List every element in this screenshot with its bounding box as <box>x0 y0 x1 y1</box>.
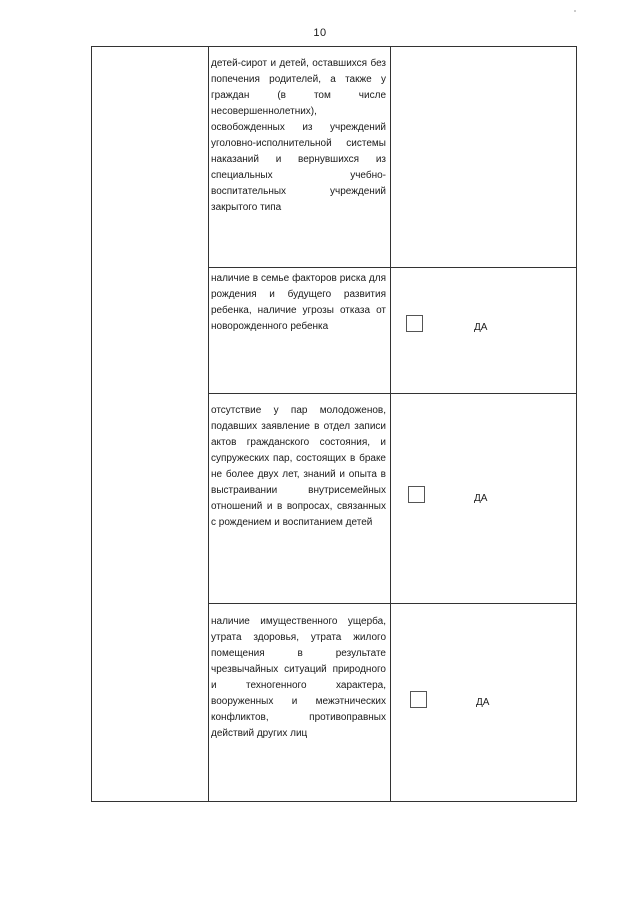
criterion-text-3: отсутствие у пар молодоженов, подавших заявление в отдел записи актов гражданского состояния, и супружеских пар, состоящих в браке не более двух лет, знаний и опыта в выстраивании внутрисемейных отношений и в вопросах, связанных с рождением и воспитанием детей <box>211 405 386 528</box>
answer-checkbox-3[interactable] <box>408 486 425 503</box>
table-top-border <box>91 46 577 47</box>
table-right-border <box>576 46 577 802</box>
column-divider-1 <box>208 46 209 802</box>
answer-label-3: ДА <box>474 493 488 504</box>
answer-label-4: ДА <box>476 697 490 708</box>
table-left-border <box>91 46 92 802</box>
row-divider-3 <box>208 603 577 604</box>
column-divider-2 <box>390 46 391 802</box>
answer-label-2: ДА <box>474 322 488 333</box>
page-number: 10 <box>313 27 327 39</box>
answer-checkbox-2[interactable] <box>406 315 423 332</box>
criterion-text-4: наличие имущественного ущерба, утрата здоровья, утрата жилого помещения в результате чрезвычайных ситуаций природного и техногенного характера, вооруженных и межэтнических конфликтов, противоправных действий других лиц <box>211 616 386 739</box>
row-divider-1 <box>208 267 577 268</box>
criterion-text-2: наличие в семье факторов риска для рождения и будущего развития ребенка, наличие угрозы отказа от новорожденного ребенка <box>211 273 386 332</box>
criterion-text-1: детей-сирот и детей, оставшихся без попечения родителей, а также у граждан (в том числе несовершеннолетних), освобожденных из учреждений уголовно-исполнительной системы наказаний и вернувшихся из специальных учебно-воспитательных учреждений закрытого типа <box>211 58 386 213</box>
table-bottom-border <box>91 801 577 802</box>
scan-speck <box>574 10 576 12</box>
row-divider-2 <box>208 393 577 394</box>
answer-checkbox-4[interactable] <box>410 691 427 708</box>
criteria-table <box>91 46 577 802</box>
